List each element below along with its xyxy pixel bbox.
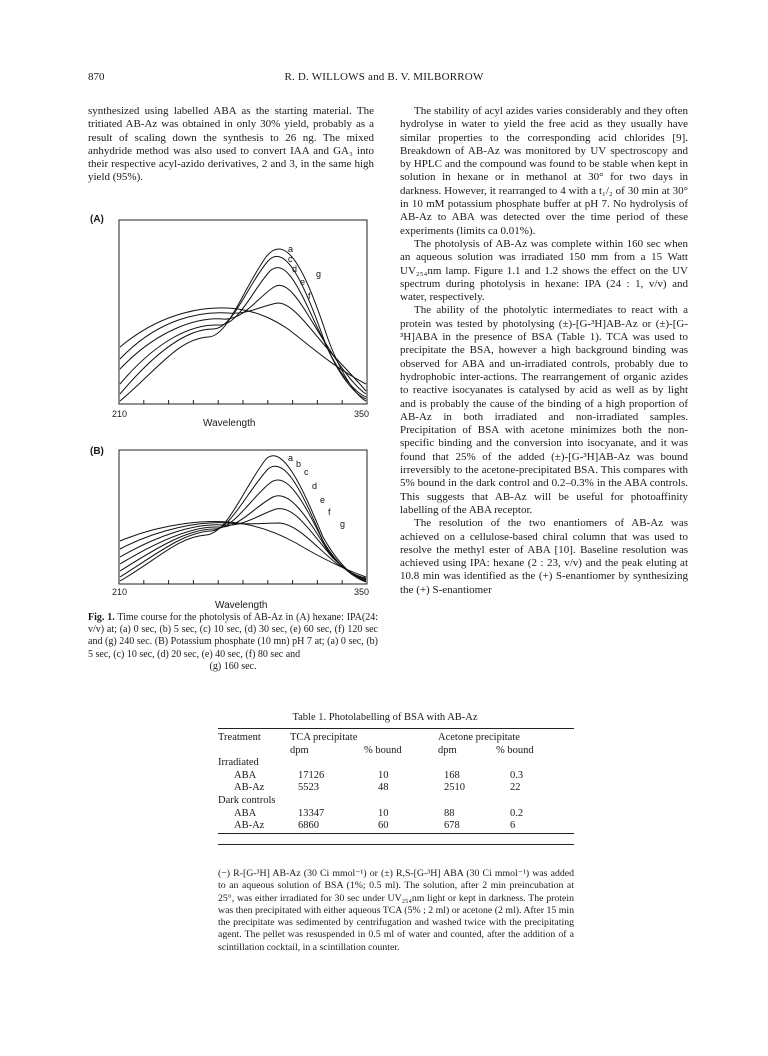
- row-label: AB-Az: [234, 820, 265, 832]
- panel-a-tick-left: 210: [112, 409, 128, 419]
- right-column-text: [400, 105, 688, 597]
- panel-a-curve-label: e: [300, 277, 306, 287]
- right-paragraph-2: The photolysis of AB-Az was complete within 160 sec when an aqueous solution was irradiated 150 mm from a 15 Watt UV₂₅₄nm lamp. Figure 1.1 and 1.2 shows the effect on the UV spectrum during photolysis in hexane: IPA (24 : 1, v/v) and water, respectively.: [400, 237, 688, 304]
- table-group-row: [218, 795, 574, 808]
- row-label: AB-Az: [234, 782, 265, 794]
- ace-bound: 0.3: [510, 769, 524, 781]
- tca-dpm: 6860: [298, 820, 319, 832]
- panel-a-curve-label: a: [288, 244, 294, 254]
- tca-dpm: 17126: [298, 769, 325, 781]
- caption-text: Time course for the photolysis of AB-Az in (A) hexane: IPA(24: v/v) at; (a) 0 sec, (b) 5 sec, (c) 10 sec, (d) 30 sec, (e) 60 sec, (f) 120 sec and (g) 240 sec. (B) Potassium phosphate (10 mn) pH 7 at; (a) 0 sec, (b) 5 sec, (c) 10 sec, (d) 20 sec, (e) 40 sec, (f) 80 sec and: [88, 612, 378, 660]
- col-head-acetone: Acetone precipitate: [438, 732, 520, 743]
- panel-b-curve-label: e: [320, 495, 326, 505]
- col-head-tca-dpm: dpm: [290, 744, 309, 756]
- figure-caption: [88, 612, 378, 673]
- tca-dpm: 13347: [298, 807, 325, 819]
- table-row: [218, 808, 574, 821]
- table-title: Table 1. Photolabelling of BSA with AB-Az: [292, 712, 478, 723]
- col-head-ace-bound: % bound: [496, 744, 534, 756]
- col-head-treatment: Treatment: [218, 732, 261, 743]
- ace-dpm: 88: [444, 807, 455, 819]
- group-label: Dark controls: [218, 794, 276, 806]
- right-paragraph-4: The resolution of the two enantiomers of AB-Az was achieved on a cellulose-based chiral column that was used to resolve the methyl ester of ABA [10]. Baseline resolution was achieved using IPA: hexane (2 : 23, v/v) and the peak eluting at 10.8 min was identified as the (+) S-enantiomer by synthesizing the (+) S-enantiomer: [400, 517, 688, 596]
- panel-a-curve-label: d: [292, 264, 298, 274]
- panel-a-curve: [120, 285, 366, 394]
- data-table: [218, 728, 574, 840]
- panel-a-plot: [118, 219, 368, 405]
- ace-bound: 6: [510, 820, 516, 832]
- page-number: 870: [88, 71, 105, 83]
- col-head-ace-dpm: dpm: [438, 744, 457, 756]
- ace-bound: 22: [510, 782, 521, 794]
- table-row: [218, 782, 574, 795]
- panel-a-curve: [120, 308, 366, 384]
- table-footnote: (−) R-[G-³H] AB-Az (30 Ci mmol⁻¹) or (±) R,S-[G-³H] ABA (30 Ci mmol⁻¹) was added to an aqueous solution of BSA (1%; 0.5 ml). The solution, after 2 min preincubation at 25°, was either irradiated for 30 sec under UV₂₅₄nm light or kept in darkness. The protein was then precipitated with either aqueous TCA (5% ; 2 ml) or acetone (2 ml). After 15 min the precipitate was sedimented by centrifugation and washed twice with the precipitating agent. The pellet was resuspended in 0.5 ml of water and counted, after the addition of a scintillation cocktail, in a scintillation counter.: [218, 868, 574, 953]
- left-column-text: [88, 105, 374, 185]
- tca-bound: 10: [378, 807, 389, 819]
- table-bottom-rule: [218, 844, 574, 845]
- ace-dpm: 678: [444, 820, 460, 832]
- panel-b-tick-left: 210: [112, 587, 128, 597]
- panel-b-frame: [119, 450, 367, 584]
- row-label: ABA: [234, 769, 257, 781]
- panel-a-curve-label: c: [288, 254, 293, 264]
- tca-bound: 48: [378, 782, 389, 794]
- panel-a-curve: [120, 268, 366, 397]
- panel-a-curve-label: f: [308, 291, 311, 301]
- row-label: ABA: [234, 807, 257, 819]
- panel-a-tick-right: 350: [354, 409, 370, 419]
- ace-bound: 0.2: [510, 807, 524, 819]
- col-head-tca: TCA precipitate: [290, 732, 358, 743]
- tca-dpm: 5523: [298, 782, 319, 794]
- panel-a-curve-label: g: [316, 269, 322, 279]
- col-head-tca-bound: % bound: [364, 744, 402, 756]
- panel-b-plot: [118, 449, 368, 585]
- table-row: [218, 770, 574, 783]
- panel-b-curve-label: c: [304, 467, 309, 477]
- panel-a-curve: [120, 249, 366, 401]
- right-paragraph-1: The stability of acyl azides varies considerably and they often hydrolyse in water to yield the free acid as they usually have similar properties to the corresponding acid chlorides [9]. Breakdown of AB-Az was monitored by UV spectroscopy and by HPLC and the compound was found to be stable when kept in solution in hexane or in methanol at 30° for two days in darkness. However, it rearranged to 4 with a t₁/₂ of 30 min at 30° in 10 mM potassium phosphate buffer at pH 7. No hydrolysis of AB-Az to ABA was detected over the time period of these experiments (limits ca 0.01%).: [400, 105, 688, 237]
- group-label: Irradiated: [218, 757, 259, 769]
- panel-b-curve-label: a: [288, 453, 294, 463]
- caption-tail: (g) 160 sec.: [209, 660, 257, 672]
- right-paragraph-3: The ability of the photolytic intermediates to react with a protein was tested by photolysing (±)-[G-³H]AB-Az or (±)-[G-³H]ABA in the presence of BSA (Table 1). TCA was used to precipitate the BSA, however a high background binding was observed for ABA and un-irradiated controls, probably due to hydrophobic inter-actions. The rearrangement of organic azides to reactive isocyanates is catalysed by acid as well as by light and is probably the cause of the binding of a high proportion of AB-Az in both irradiated and non-irradiated samples. Precipitation of BSA with acetone minimizes both the non-specific binding and the conversion into isocyanate, and it was found that 25% of the added (±)-[G-³H]AB-Az was bound irreversibly to the acetone-precipitated BSA. This compares with 5% bound in the dark control and 0.2–0.3% in the ABA controls. This suggests that AB-Az will be useful for photoaffinity labelling of the ABA receptor.: [400, 304, 688, 516]
- tca-bound: 60: [378, 820, 389, 832]
- panel-b-curve-label: d: [312, 481, 318, 491]
- left-paragraph: synthesized using labelled ABA as the starting material. The tritiated AB-Az was obtained in only 30% yield, probably as a result of scaling down the synthesis to 26 ng. The mixed anhydride method was also used to convert IAA and GA₃ into their respective acyl-azido derivatives, 2 and 3, in the same high yield (95%).: [88, 105, 374, 184]
- running-head-authors: R. D. WILLOWS and B. V. MILBORROW: [284, 71, 484, 83]
- table-wrap: [218, 728, 574, 845]
- ace-dpm: 168: [444, 769, 460, 781]
- panel-b-tick-right: 350: [354, 587, 370, 597]
- panel-a-curve: [120, 303, 366, 391]
- panel-b-x-title: Wavelength: [215, 600, 268, 611]
- panel-b-curve-label: g: [340, 519, 346, 529]
- panel-b-curve-label: f: [328, 507, 331, 517]
- panel-b-label: (B): [90, 446, 104, 457]
- ace-dpm: 2510: [444, 782, 465, 794]
- table-row: [218, 820, 574, 833]
- table-group-row: [218, 757, 574, 770]
- caption-label: Fig. 1.: [88, 612, 115, 623]
- panel-a-curve: [120, 256, 366, 399]
- tca-bound: 10: [378, 769, 389, 781]
- panel-b-curve-label: b: [296, 459, 302, 469]
- panel-a-x-title: Wavelength: [203, 418, 256, 429]
- panel-a-label: (A): [90, 214, 104, 225]
